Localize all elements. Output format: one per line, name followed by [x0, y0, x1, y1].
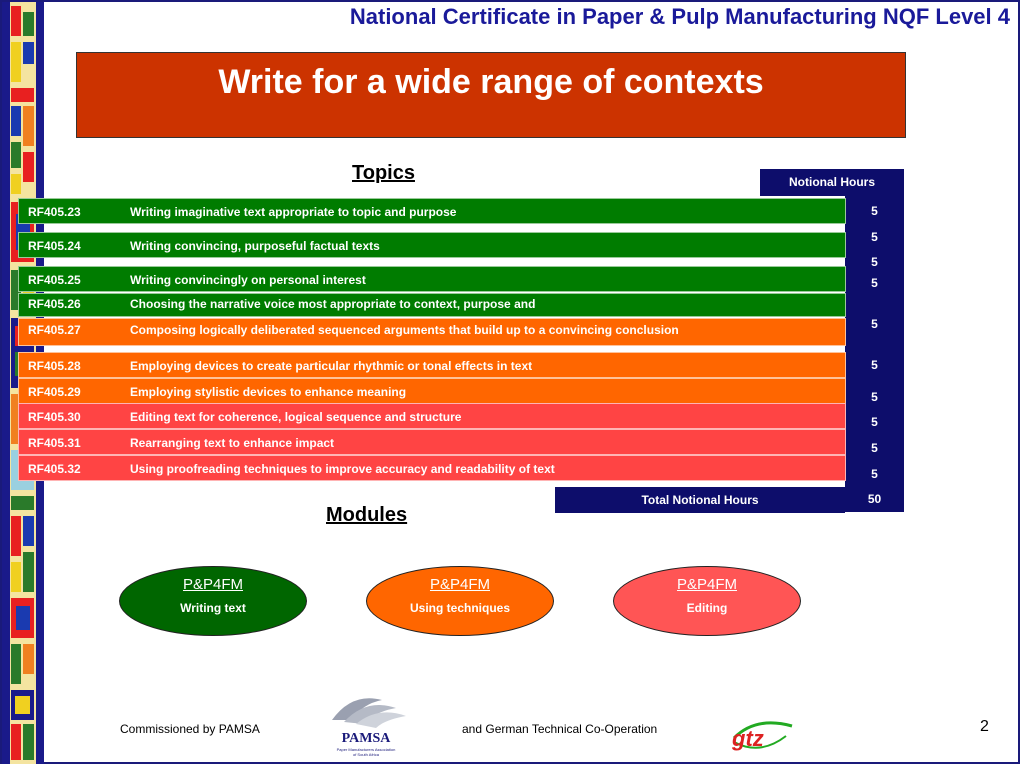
topic-row: [18, 403, 846, 429]
module-code[interactable]: P&P4FM: [676, 576, 737, 593]
topic-row: [18, 232, 846, 258]
topic-row: [18, 429, 846, 455]
topic-row: [18, 198, 846, 224]
notional-hours-header: Notional Hours: [760, 169, 904, 196]
hour-value: 5: [871, 415, 878, 429]
hour-value: 5: [871, 230, 878, 244]
topic-description: Rearranging text to enhance impact: [130, 436, 335, 450]
topic-code: RF405.31: [28, 436, 81, 450]
topic-description: Employing devices to create particular rhythmic or tonal effects in text: [130, 359, 533, 373]
hour-value: 5: [871, 441, 878, 455]
slide-title: Write for a wide range of contexts: [218, 63, 764, 101]
commissioned-by: Commissioned by PAMSA: [120, 722, 260, 736]
topic-code: RF405.28: [28, 359, 81, 373]
svg-text:gtz: gtz: [732, 726, 764, 751]
hour-value: 5: [871, 467, 878, 481]
topic-code: RF405.30: [28, 410, 81, 424]
hour-value: 5: [871, 276, 878, 290]
module-code[interactable]: P&P4FM: [182, 576, 243, 593]
topic-row: [18, 455, 846, 481]
topic-row: [18, 293, 846, 317]
total-notional-hours-value: 50: [867, 492, 882, 506]
module-name: Using techniques: [409, 601, 510, 615]
module-writing-text[interactable]: [119, 566, 307, 636]
topic-description: Choosing the narrative voice most appropriate to context, purpose and: [130, 297, 536, 311]
topic-description: Writing convincing, purposeful factual texts: [130, 239, 380, 253]
page-number: 2: [980, 718, 989, 735]
svg-text:Paper Manufacturers Associatio: Paper Manufacturers Association: [336, 747, 396, 752]
module-name: Editing: [686, 601, 728, 615]
topic-code: RF405.24: [28, 239, 81, 253]
topic-description: Composing logically deliberated sequenced arguments that build up to a convincing conclusion: [130, 323, 679, 337]
topic-row: [18, 318, 846, 346]
topic-code: RF405.29: [28, 385, 81, 399]
topic-description: Writing convincingly on personal interest: [130, 273, 366, 287]
topic-code: RF405.26: [28, 297, 81, 311]
module-name: Writing text: [180, 601, 246, 615]
topic-description: Employing stylistic devices to enhance meaning: [130, 385, 407, 399]
hour-value: 5: [871, 255, 878, 269]
topic-code: RF405.25: [28, 273, 81, 287]
topic-description: Editing text for coherence, logical sequence and structure: [130, 410, 462, 424]
topic-description: Writing imaginative text appropriate to topic and purpose: [130, 205, 457, 219]
hour-value: 5: [871, 317, 878, 331]
topic-description: Using proofreading techniques to improve accuracy and readability of text: [130, 462, 555, 476]
topic-row: [18, 266, 846, 292]
hour-value: 5: [871, 204, 878, 218]
hour-value: 5: [871, 358, 878, 372]
topics-label: Topics: [352, 162, 415, 184]
module-editing[interactable]: [613, 566, 801, 636]
gtz-logo: [726, 712, 796, 754]
svg-text:of South Africa: of South Africa: [352, 752, 380, 756]
modules-label: Modules: [326, 504, 408, 526]
topic-code: RF405.27: [28, 323, 81, 337]
pamsa-logo: [322, 690, 410, 756]
slide-title-box: [76, 52, 906, 138]
topic-code: RF405.32: [28, 462, 81, 476]
hour-value: 5: [871, 390, 878, 404]
topic-row: [18, 378, 846, 404]
module-using-techniques[interactable]: [366, 566, 554, 636]
total-notional-hours-label: Total Notional Hours: [555, 487, 845, 513]
topic-row: [18, 352, 846, 378]
cooperation-text: and German Technical Co-Operation: [462, 722, 658, 736]
svg-text:PAMSA: PAMSA: [341, 731, 391, 746]
topic-code: RF405.23: [28, 205, 81, 219]
module-code[interactable]: P&P4FM: [429, 576, 490, 593]
course-header: National Certificate in Paper & Pulp Manufacturing NQF Level 4: [349, 4, 1010, 29]
